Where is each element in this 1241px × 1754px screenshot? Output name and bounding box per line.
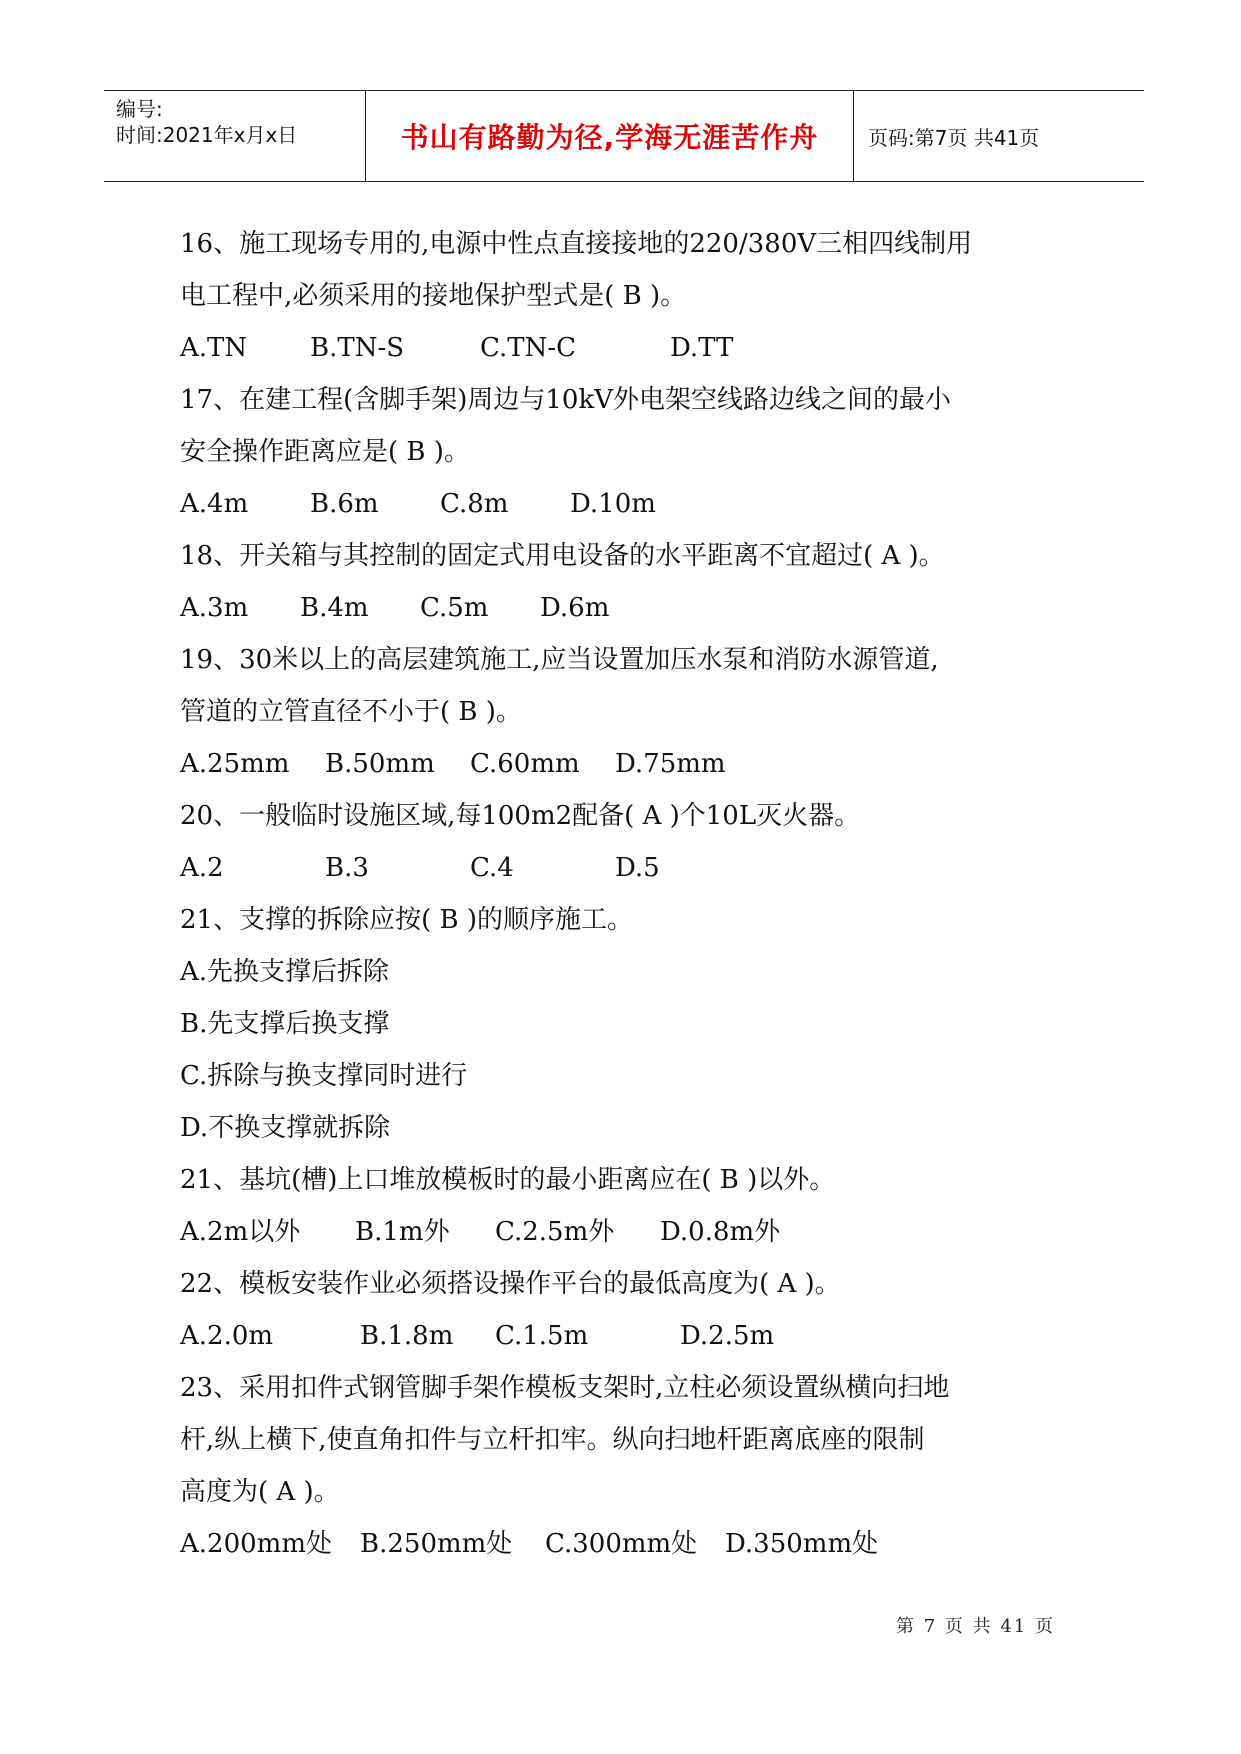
answer-option: C.2.5m外	[495, 1217, 615, 1247]
answer-options-row	[180, 1518, 1080, 1570]
question-item	[180, 1154, 1080, 1258]
answer-options-row	[180, 582, 1080, 634]
answer-option: C.TN-C	[480, 333, 577, 363]
answer-option: D.75mm	[615, 749, 726, 779]
answer-options-row	[180, 322, 1080, 374]
answer-option: B.50mm	[325, 749, 435, 779]
question-text: 21、支撑的拆除应按( B )的顺序施工。	[180, 905, 634, 935]
answer-options-row	[180, 478, 1080, 530]
answer-options-row	[180, 1206, 1080, 1258]
answer-options-row	[180, 842, 1080, 894]
time-label: 时间:2021年x月x日	[116, 123, 298, 147]
answer-option: B.3	[325, 853, 369, 883]
page-footer: 第 7 页 共 41 页	[896, 1616, 1055, 1637]
question-text: 22、模板安装作业必须搭设操作平台的最低高度为( A )。	[180, 1269, 841, 1299]
answer-option: C.1.5m	[495, 1321, 589, 1351]
answer-option: D.350mm处	[725, 1529, 879, 1559]
question-item	[180, 1362, 1080, 1570]
question-text: 17、在建工程(含脚手架)周边与10kV外电架空线路边线之间的最小	[180, 385, 951, 415]
answer-options-row	[180, 738, 1080, 790]
answer-option: D.5	[615, 853, 660, 883]
question-list	[180, 218, 1080, 1570]
question-text: 20、一般临时设施区域,每100m2配备( A )个10L灭火器。	[180, 801, 861, 831]
question-item	[180, 374, 1080, 530]
answer-option: D.2.5m	[680, 1321, 775, 1351]
question-text: 21、基坑(槽)上口堆放模板时的最小距离应在( B )以外。	[180, 1165, 836, 1195]
question-item	[180, 218, 1080, 374]
answer-option: A.200mm处	[180, 1529, 332, 1559]
question-item	[180, 530, 1080, 634]
question-text: 高度为( A )。	[180, 1477, 340, 1507]
answer-option: C.300mm处	[545, 1529, 698, 1559]
answer-option: C.5m	[420, 593, 489, 623]
answer-option: D.6m	[540, 593, 610, 623]
answer-option: B.250mm处	[360, 1529, 513, 1559]
header-meta	[104, 91, 366, 181]
document-header	[104, 90, 1144, 182]
header-page-label: 页码:第7页 共41页	[868, 125, 1040, 150]
answer-option: B.先支撑后换支撑	[180, 1009, 390, 1039]
question-text: 23、采用扣件式钢管脚手架作模板支架时,立柱必须设置纵横向扫地	[180, 1373, 950, 1403]
answer-option: B.1m外	[355, 1217, 450, 1247]
answer-option: D.10m	[570, 489, 656, 519]
question-item	[180, 894, 1080, 1154]
answer-option: A.先换支撑后拆除	[180, 957, 390, 987]
answer-option: A.25mm	[180, 749, 290, 779]
question-text: 杆,纵上横下,使直角扣件与立杆扣牢。纵向扫地杆距离底座的限制	[180, 1425, 925, 1455]
answer-option: C.4	[470, 853, 514, 883]
answer-option: B.4m	[300, 593, 369, 623]
question-item	[180, 634, 1080, 790]
header-motto: 书山有路勤为径,学海无涯苦作舟	[366, 91, 854, 181]
answer-option: A.2	[180, 853, 224, 883]
answer-option: B.6m	[310, 489, 379, 519]
answer-option: A.2m以外	[180, 1217, 301, 1247]
question-text: 19、30米以上的高层建筑施工,应当设置加压水泵和消防水源管道,	[180, 645, 939, 675]
answer-option: C.拆除与换支撑同时进行	[180, 1061, 468, 1091]
answer-option: A.2.0m	[180, 1321, 274, 1351]
answer-option: C.8m	[440, 489, 509, 519]
question-item	[180, 1258, 1080, 1362]
question-text: 18、开关箱与其控制的固定式用电设备的水平距离不宜超过( A )。	[180, 541, 945, 571]
answer-option: D.TT	[670, 333, 734, 363]
answer-options-row	[180, 1310, 1080, 1362]
serial-label: 编号:	[116, 97, 163, 121]
answer-option: D.0.8m外	[660, 1217, 781, 1247]
question-text: 16、施工现场专用的,电源中性点直接接地的220/380V三相四线制用	[180, 229, 973, 259]
answer-option: B.TN-S	[310, 333, 405, 363]
answer-option: A.3m	[180, 593, 249, 623]
answer-option: A.TN	[180, 333, 248, 363]
question-item	[180, 790, 1080, 894]
answer-option: A.4m	[180, 489, 249, 519]
answer-option: C.60mm	[470, 749, 580, 779]
question-text: 电工程中,必须采用的接地保护型式是( B )。	[180, 281, 687, 311]
question-text: 管道的立管直径不小于( B )。	[180, 697, 522, 727]
question-text: 安全操作距离应是( B )。	[180, 437, 470, 467]
answer-option: B.1.8m	[360, 1321, 454, 1351]
answer-option: D.不换支撑就拆除	[180, 1113, 391, 1143]
